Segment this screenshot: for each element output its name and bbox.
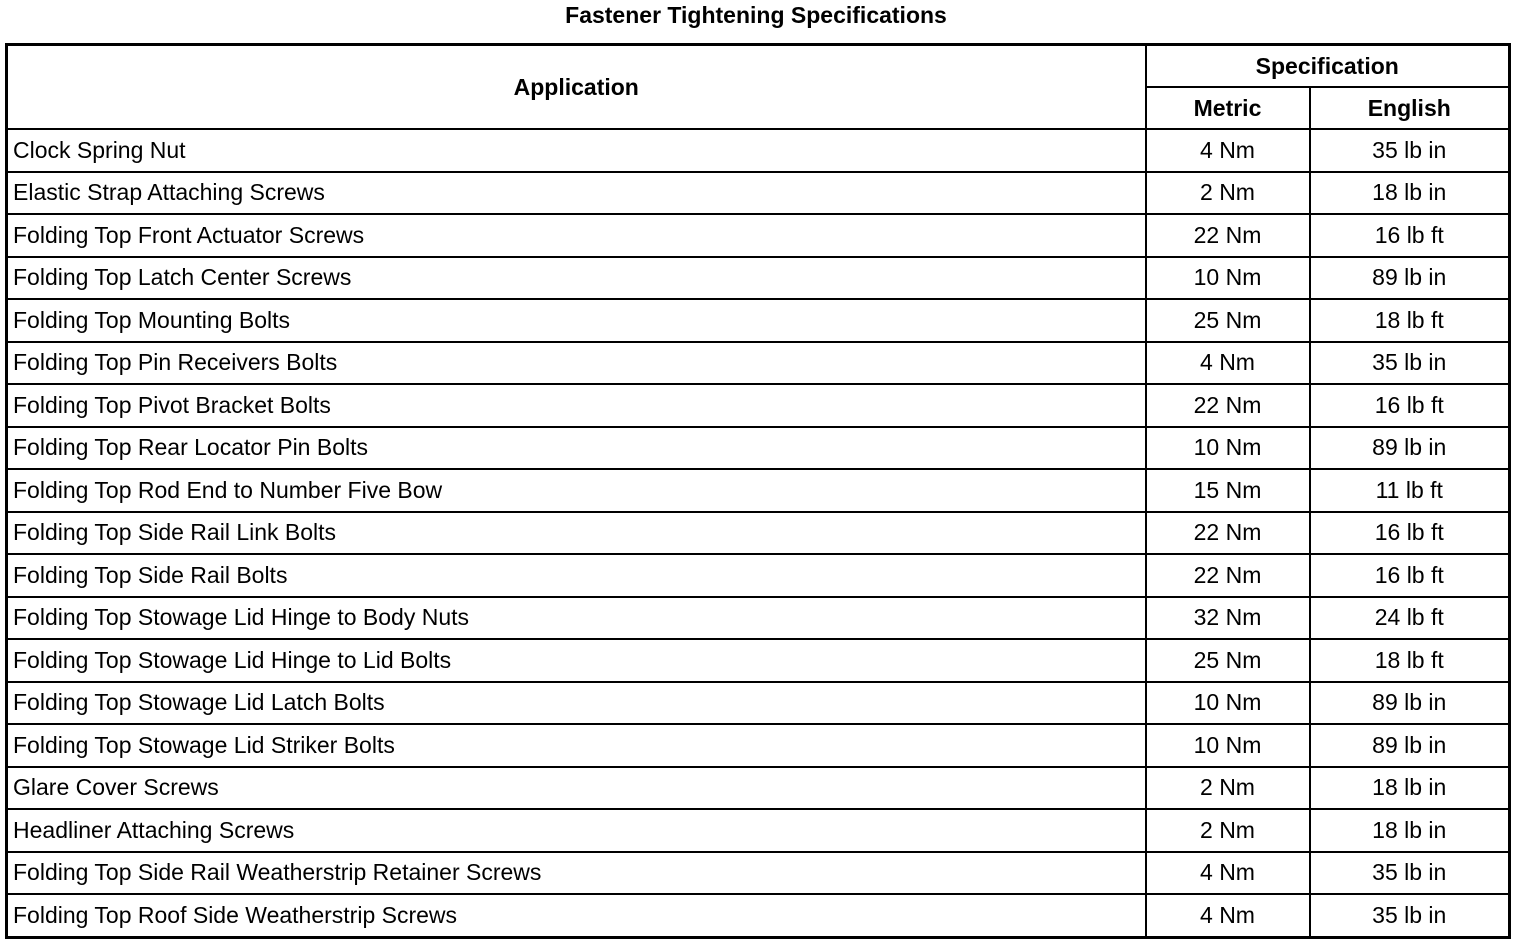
application-cell: Folding Top Rear Locator Pin Bolts [7, 427, 1146, 470]
table-row [7, 342, 1510, 385]
application-cell: Folding Top Stowage Lid Striker Bolts [7, 724, 1146, 767]
table-row [7, 214, 1510, 257]
application-cell: Folding Top Roof Side Weatherstrip Screws [7, 894, 1146, 937]
metric-cell: 10 Nm [1146, 427, 1310, 470]
english-cell: 16 lb ft [1310, 512, 1510, 555]
table-row [7, 384, 1510, 427]
metric-cell: 10 Nm [1146, 724, 1310, 767]
application-cell: Folding Top Pivot Bracket Bolts [7, 384, 1146, 427]
table-row [7, 809, 1510, 852]
application-cell: Folding Top Latch Center Screws [7, 257, 1146, 300]
english-cell: 11 lb ft [1310, 469, 1510, 512]
table-row [7, 129, 1510, 172]
english-cell: 18 lb ft [1310, 639, 1510, 682]
english-header: English [1310, 87, 1510, 129]
english-cell: 24 lb ft [1310, 597, 1510, 640]
english-cell: 35 lb in [1310, 894, 1510, 937]
application-cell: Clock Spring Nut [7, 129, 1146, 172]
application-cell: Headliner Attaching Screws [7, 809, 1146, 852]
english-cell: 18 lb in [1310, 767, 1510, 810]
metric-cell: 22 Nm [1146, 214, 1310, 257]
table-row [7, 597, 1510, 640]
specification-header: Specification [1146, 45, 1510, 88]
table-row [7, 639, 1510, 682]
metric-cell: 10 Nm [1146, 682, 1310, 725]
application-cell: Folding Top Side Rail Link Bolts [7, 512, 1146, 555]
metric-cell: 2 Nm [1146, 172, 1310, 215]
english-cell: 18 lb ft [1310, 299, 1510, 342]
application-cell: Folding Top Mounting Bolts [7, 299, 1146, 342]
table-body [7, 129, 1510, 937]
table-row [7, 767, 1510, 810]
application-cell: Glare Cover Screws [7, 767, 1146, 810]
application-cell: Folding Top Stowage Lid Hinge to Body Nuts [7, 597, 1146, 640]
english-cell: 16 lb ft [1310, 214, 1510, 257]
application-cell: Folding Top Rod End to Number Five Bow [7, 469, 1146, 512]
metric-header: Metric [1146, 87, 1310, 129]
table-title: Fastener Tightening Specifications [565, 2, 947, 28]
metric-cell: 10 Nm [1146, 257, 1310, 300]
table-row [7, 172, 1510, 215]
application-cell: Folding Top Side Rail Bolts [7, 554, 1146, 597]
english-cell: 89 lb in [1310, 724, 1510, 767]
english-cell: 35 lb in [1310, 342, 1510, 385]
english-cell: 18 lb in [1310, 809, 1510, 852]
table-row [7, 257, 1510, 300]
english-cell: 16 lb ft [1310, 384, 1510, 427]
table-row [7, 512, 1510, 555]
english-cell: 89 lb in [1310, 427, 1510, 470]
metric-cell: 25 Nm [1146, 299, 1310, 342]
table-row [7, 299, 1510, 342]
application-header: Application [7, 45, 1146, 130]
english-cell: 89 lb in [1310, 682, 1510, 725]
table-row [7, 724, 1510, 767]
metric-cell: 4 Nm [1146, 129, 1310, 172]
metric-cell: 15 Nm [1146, 469, 1310, 512]
application-cell: Folding Top Side Rail Weatherstrip Retainer Screws [7, 852, 1146, 895]
metric-cell: 22 Nm [1146, 384, 1310, 427]
table-row [7, 894, 1510, 937]
metric-cell: 2 Nm [1146, 767, 1310, 810]
application-cell: Folding Top Stowage Lid Latch Bolts [7, 682, 1146, 725]
english-cell: 18 lb in [1310, 172, 1510, 215]
metric-cell: 2 Nm [1146, 809, 1310, 852]
application-cell: Folding Top Pin Receivers Bolts [7, 342, 1146, 385]
table-row [7, 427, 1510, 470]
table-row [7, 852, 1510, 895]
metric-cell: 32 Nm [1146, 597, 1310, 640]
metric-cell: 22 Nm [1146, 554, 1310, 597]
metric-cell: 22 Nm [1146, 512, 1310, 555]
table-row [7, 682, 1510, 725]
fastener-spec-table [5, 43, 1511, 939]
application-cell: Folding Top Front Actuator Screws [7, 214, 1146, 257]
english-cell: 35 lb in [1310, 129, 1510, 172]
metric-cell: 4 Nm [1146, 894, 1310, 937]
application-cell: Folding Top Stowage Lid Hinge to Lid Bolts [7, 639, 1146, 682]
metric-cell: 4 Nm [1146, 852, 1310, 895]
english-cell: 16 lb ft [1310, 554, 1510, 597]
metric-cell: 25 Nm [1146, 639, 1310, 682]
metric-cell: 4 Nm [1146, 342, 1310, 385]
table-row [7, 469, 1510, 512]
application-cell: Elastic Strap Attaching Screws [7, 172, 1146, 215]
english-cell: 35 lb in [1310, 852, 1510, 895]
english-cell: 89 lb in [1310, 257, 1510, 300]
table-row [7, 554, 1510, 597]
